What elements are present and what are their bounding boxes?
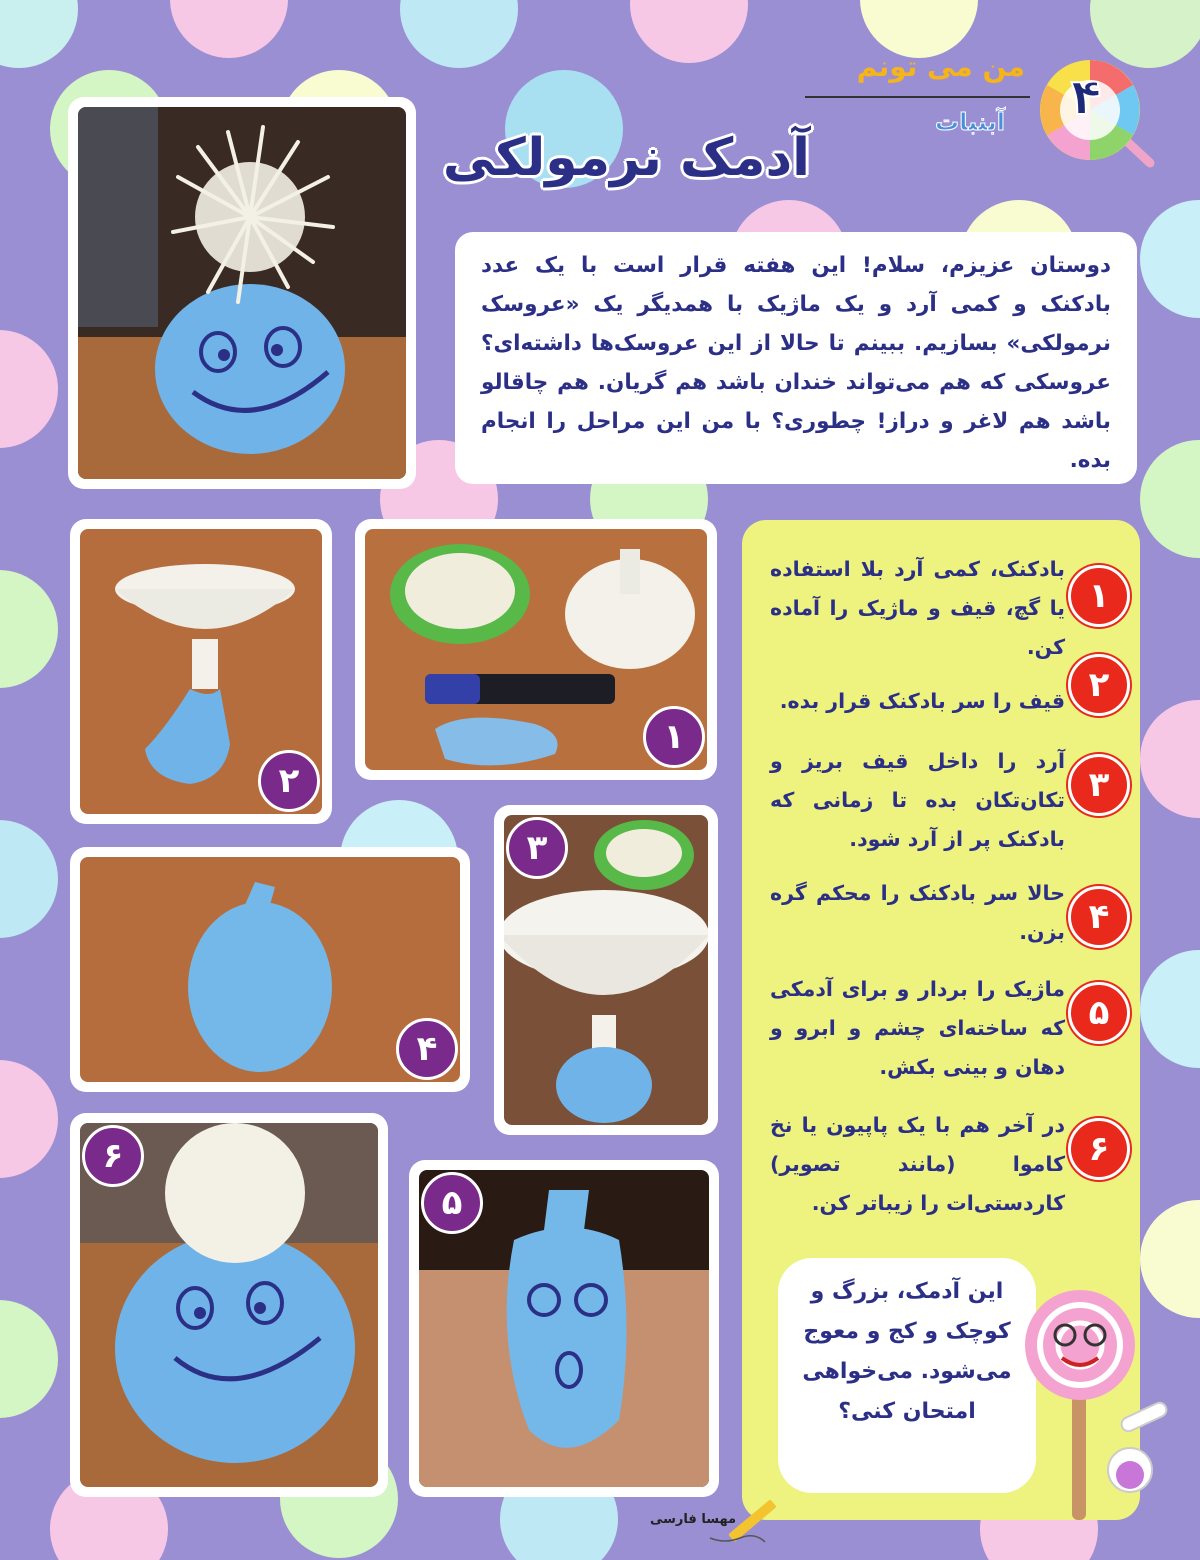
header-divider — [805, 96, 1030, 98]
hero-photo — [68, 97, 416, 489]
speech-bubble-text: این آدمک، بزرگ و کوچک و کج و معوج می‌شود. می‌خواهی امتحان کنی؟ — [802, 1279, 1012, 1424]
step-number-badge: ۳ — [1068, 754, 1130, 816]
intro-text: دوستان عزیزم، سلام! این هفته قرار است با یک عدد بادکنک و کمی آرد و یک ماژیک با همدیگر یک «عروسک نرمولکی» بسازیم. ببینم تا حالا از این عروسک‌ها داشته‌ای؟ عروسکی که هم می‌تواند خندان باشد هم گریان. هم چاقالو باشد هم لاغر و دراز! چطوری؟ با من این مراحل را انجام بده. — [481, 253, 1111, 473]
step-number-badge: ۱ — [1068, 565, 1130, 627]
step-text: آرد را داخل قیف بریز و تکان‌تکان بده تا زمانی که بادکنک پر از آرد شود. — [770, 749, 1065, 851]
photo-number-badge: ۴ — [396, 1018, 458, 1080]
photo-step-1 — [355, 519, 717, 780]
step-text: حالا سر بادکنک را محکم گره بزن. — [770, 881, 1065, 944]
photo-number-badge: ۲ — [258, 750, 320, 812]
photo-number-badge: ۳ — [506, 817, 568, 879]
pencil-icon — [705, 1498, 790, 1548]
step-number-badge: ۶ — [1068, 1118, 1130, 1180]
photo-number-badge: ۵ — [421, 1172, 483, 1234]
lollipop-mascot-icon — [1020, 1270, 1180, 1530]
step-text: ماژیک را بردار و برای آدمکی که ساخته‌ای چشم و ابرو و دهان و بینی بکش. — [770, 977, 1065, 1079]
intro-box — [455, 232, 1137, 484]
step-text: در آخر هم با یک پاپیون یا نخ کاموا (مانند تصویر) کاردستی‌ات را زیباتر کن. — [770, 1113, 1065, 1215]
speech-bubble — [778, 1258, 1036, 1493]
photo-step-2 — [70, 519, 332, 824]
series-title: من می تونم — [856, 50, 1025, 83]
author-credit: مهسا فارسی — [650, 1512, 737, 1527]
photo-step-4 — [70, 847, 470, 1092]
photo-number-badge: ۱ — [643, 706, 705, 768]
photo-step-6 — [70, 1113, 388, 1497]
photo-step-3 — [494, 805, 718, 1135]
issue-number: ۴ — [1070, 68, 1102, 126]
step-text: قیف را سر بادکنک قرار بده. — [779, 689, 1065, 713]
photo-step-5 — [409, 1160, 719, 1497]
article-title: آدمک نرمولکی — [442, 128, 810, 188]
step-number-badge: ۴ — [1068, 886, 1130, 948]
brand-logo: آبنبات — [935, 108, 1005, 136]
step-number-badge: ۵ — [1068, 982, 1130, 1044]
step-number-badge: ۲ — [1068, 654, 1130, 716]
step-text: بادکنک، کمی آرد بلا استفاده یا گچ، قیف و ماژیک را آماده کن. — [770, 557, 1065, 659]
photo-number-badge: ۶ — [82, 1125, 144, 1187]
